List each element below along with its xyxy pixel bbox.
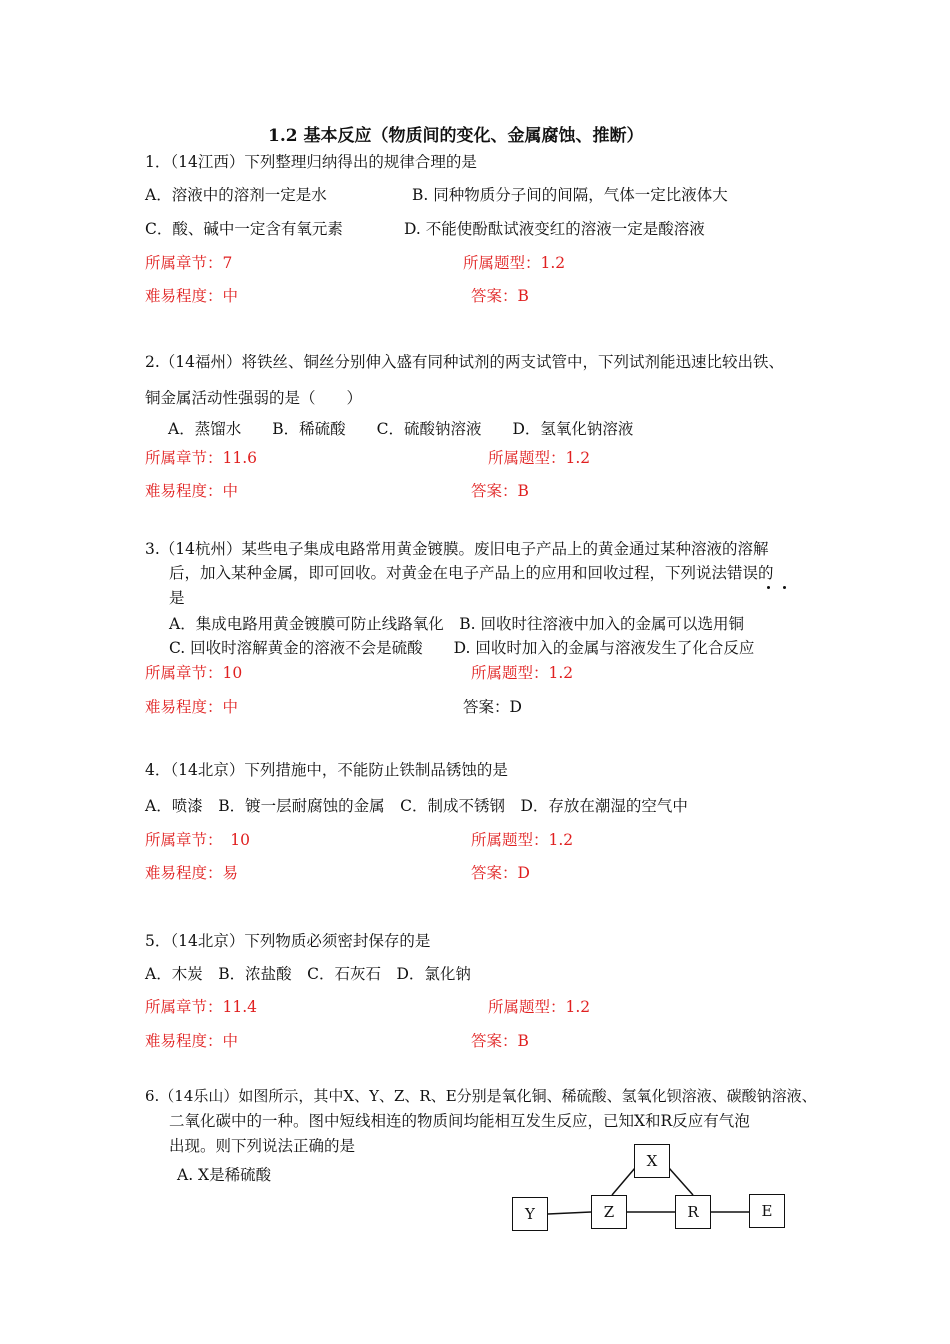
question-4-difficulty: 难易程度：易	[145, 864, 239, 882]
question-4-stem: 4．（14北京）下列措施中，不能防止铁制品锈蚀的是	[145, 761, 508, 779]
question-1-chapter: 所属章节：7	[145, 254, 233, 272]
question-2-options: A．蒸馏水 B．稀硫酸 C．硫酸钠溶液 D．氢氧化钠溶液	[168, 420, 634, 438]
question-5-difficulty: 难易程度：中	[145, 1032, 239, 1050]
question-1-stem: 1．（14江西）下列整理归纳得出的规律合理的是	[145, 153, 477, 171]
diagram-node-r: R	[675, 1195, 711, 1229]
question-6-option-a: A. X是稀硫酸	[177, 1166, 272, 1184]
question-3-type: 所属题型：1.2	[471, 664, 574, 682]
question-5-answer: 答案：B	[471, 1032, 529, 1050]
question-2-stem-line-2: 铜金属活动性强弱的是（ ）	[145, 389, 363, 407]
question-1-option-d: D. 不能使酚酞试液变红的溶液一定是酸溶液	[404, 220, 705, 238]
question-2-answer: 答案：B	[471, 482, 529, 500]
question-1-option-a: A．溶液中的溶剂一定是水	[145, 186, 327, 204]
question-2-type: 所属题型：1.2	[488, 449, 591, 467]
question-3-chapter: 所属章节：10	[145, 664, 243, 682]
question-5-type: 所属题型：1.2	[488, 998, 591, 1016]
diagram-node-x: X	[634, 1144, 670, 1178]
question-6-stem-line-3: 出现。则下列说法正确的是	[169, 1137, 356, 1155]
diagram-node-e: E	[749, 1194, 785, 1228]
question-1-difficulty: 难易程度：中	[145, 287, 239, 305]
question-4-type: 所属题型：1.2	[471, 831, 574, 849]
question-4-chapter: 所属章节： 10	[145, 831, 250, 849]
question-5-options: A．木炭 B．浓盐酸 C．石灰石 D．氯化钠	[145, 965, 471, 983]
diagram-node-y: Y	[512, 1197, 548, 1231]
question-6-stem-line-1: 6.（14乐山）如图所示，其中X、Y、Z、R、E分别是氧化铜、稀硫酸、氢氧化钡溶液、碳酸钠溶液、	[145, 1087, 817, 1105]
question-1-option-c: C．酸、碱中一定含有氧元素	[145, 220, 343, 238]
question-2-difficulty: 难易程度：中	[145, 482, 239, 500]
question-2-stem-line-1: 2.（14福州）将铁丝、铜丝分别伸入盛有同种试剂的两支试管中，下列试剂能迅速比较出铁、	[145, 353, 785, 371]
question-4-options: A．喷漆 B．镀一层耐腐蚀的金属 C．制成不锈钢 D．存放在潮湿的空气中	[145, 797, 688, 815]
question-3-answer: 答案：D	[463, 698, 522, 716]
question-1-answer: 答案：B	[471, 287, 529, 305]
question-6-stem-line-2: 二氧化碳中的一种。图中短线相连的物质间均能相互发生反应，已知X和R反应有气泡	[169, 1112, 750, 1130]
question-3-options-cd: C. 回收时溶解黄金的溶液不会是硫酸 D. 回收时加入的金属与溶液发生了化合反应	[169, 639, 755, 657]
question-1-type: 所属题型：1.2	[463, 254, 566, 272]
diagram-node-z: Z	[591, 1195, 627, 1229]
question-3-stem-line-1: 3.（14杭州）某些电子集成电路常用黄金镀膜。废旧电子产品上的黄金通过某种溶液的溶解	[145, 540, 769, 558]
question-3-stem-line-3: 是	[169, 589, 185, 607]
question-3-options-ab: A．集成电路用黄金镀膜可防止线路氧化 B. 回收时往溶液中加入的金属可以选用铜	[169, 615, 744, 633]
question-3-difficulty: 难易程度：中	[145, 698, 239, 716]
question-4-answer: 答案：D	[471, 864, 530, 882]
question-1-option-b: B. 同种物质分子间的间隔，气体一定比液体大	[412, 186, 728, 204]
page-title: 1.2 基本反应（物质间的变化、金属腐蚀、推断）	[268, 126, 644, 146]
question-5-chapter: 所属章节：11.4	[145, 998, 258, 1016]
question-3-stem-line-2: 后，加入某种金属，即可回收。对黄金在电子产品上的应用和回收过程，下列说法错误的	[169, 564, 774, 582]
question-2-chapter: 所属章节：11.6	[145, 449, 258, 467]
question-5-stem: 5．（14北京）下列物质必须密封保存的是	[145, 932, 431, 950]
